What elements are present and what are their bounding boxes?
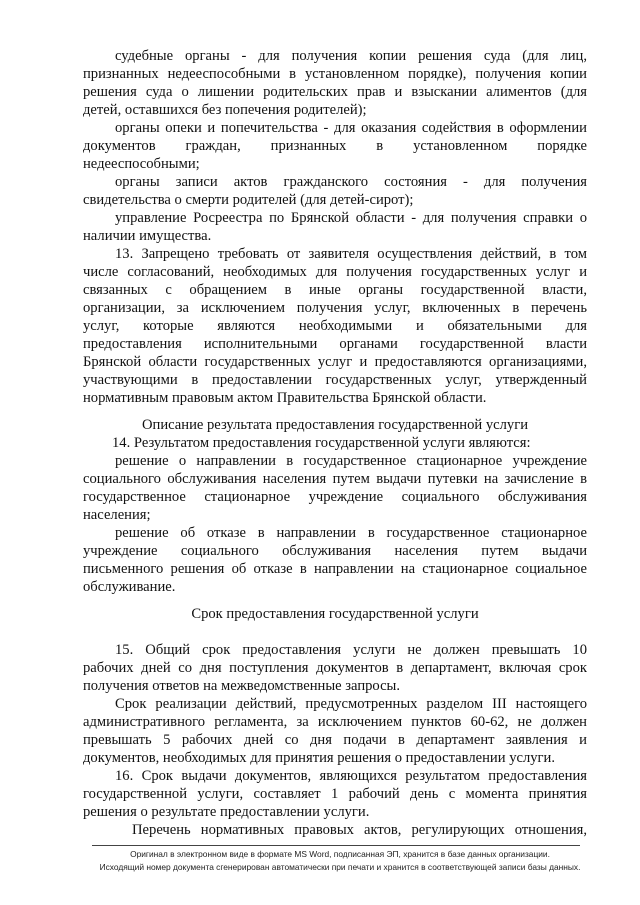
text-line: решения суда о лишении родительских прав и взыскании алиментов (для xyxy=(83,84,587,100)
text-line: связанных с обращением в иные органы государственной власти, xyxy=(83,282,587,298)
text-line: Брянской области государственных услуг и предоставляются организациями, xyxy=(83,354,587,370)
text-line: нормативным правовым актом Правительства Брянской области. xyxy=(83,390,487,406)
text-line: населения; xyxy=(83,507,151,523)
section-heading: Перечень нормативных правовых актов, регулирующих отношения, xyxy=(132,822,587,838)
text-line: письменного решения об отказе в направлении на стационарное социальное xyxy=(83,561,587,577)
text-line: решение об отказе в направлении в государственное стационарное xyxy=(115,525,587,541)
section-heading: Срок предоставления государственной услуги xyxy=(191,606,479,622)
text-line: судебные органы - для получения копии решения суда (для лиц, xyxy=(115,48,587,64)
text-line: органы опеки и попечительства - для оказания содействия в оформлении xyxy=(115,120,587,136)
text-line: административного регламента, за исключением пунктов 60-62, не должен xyxy=(83,714,587,730)
text-line: управление Росреестра по Брянской области - для получения справки о xyxy=(115,210,587,226)
text-line: учреждение социального обслуживания населения путем выдачи xyxy=(83,543,587,559)
text-line: недееспособными; xyxy=(83,156,200,172)
footer-note: Оригинал в электронном виде в формате MS Word, подписанная ЭП, хранится в базе данных организации. xyxy=(130,849,550,859)
text-line: органы записи актов гражданского состояния - для получения xyxy=(115,174,587,190)
text-line: решение о направлении в государственное стационарное учреждение xyxy=(115,453,587,469)
text-line: обслуживание. xyxy=(83,579,176,595)
text-line: свидетельства о смерти родителей (для детей-сирот); xyxy=(83,192,414,208)
text-line: государственной услуги, составляет 1 рабочий день с момента принятия xyxy=(83,786,587,802)
text-line: 16. Срок выдачи документов, являющихся результатом предоставления xyxy=(115,768,587,784)
text-line: числе согласований, необходимых для получения государственных услуг и xyxy=(83,264,587,280)
text-line: предоставления исполнительными органами государственной власти xyxy=(83,336,587,352)
text-line: 14. Результатом предоставления государственной услуги являются: xyxy=(112,435,531,451)
text-line: решения о результате предоставлении услуги. xyxy=(83,804,370,820)
text-line: наличии имущества. xyxy=(83,228,212,244)
text-line: социального обслуживания населения путем выдачи путевки на зачисление в xyxy=(83,471,587,487)
text-line: организации, за исключением получения услуг, включенных в перечень xyxy=(83,300,587,316)
text-line: документов, необходимых для принятия решения о предоставлении услуги. xyxy=(83,750,555,766)
text-line: признанных недееспособными в установленном порядке), получения копии xyxy=(83,66,587,82)
text-line: документов граждан, признанных в установленном порядке xyxy=(83,138,587,154)
text-line: превышать 5 рабочих дней со дня подачи в департамент заявления и xyxy=(83,732,587,748)
footer-divider xyxy=(92,845,580,846)
text-line: услуг, которые являются необходимыми и обязательными для xyxy=(83,318,587,334)
section-heading: Описание результата предоставления государственной услуги xyxy=(141,417,529,433)
text-line: государственное стационарное учреждение социального обслуживания xyxy=(83,489,587,505)
text-line: Срок реализации действий, предусмотренных разделом III настоящего xyxy=(115,696,587,712)
text-line: 13. Запрещено требовать от заявителя осуществления действий, в том xyxy=(115,246,587,262)
text-line: участвующими в предоставлении государственных услуг, утвержденный xyxy=(83,372,587,388)
text-line: детей, оставшихся без попечения родителей); xyxy=(83,102,367,118)
footer-note: Исходящий номер документа сгенерирован автоматически при печати и хранится в соответствующей записи базы данных. xyxy=(99,862,581,872)
text-line: рабочих дней со дня поступления документов в департамент, включая срок xyxy=(83,660,587,676)
text-line: 15. Общий срок предоставления услуги не должен превышать 10 xyxy=(115,642,587,658)
text-line: получения ответов на межведомственные запросы. xyxy=(83,678,401,694)
